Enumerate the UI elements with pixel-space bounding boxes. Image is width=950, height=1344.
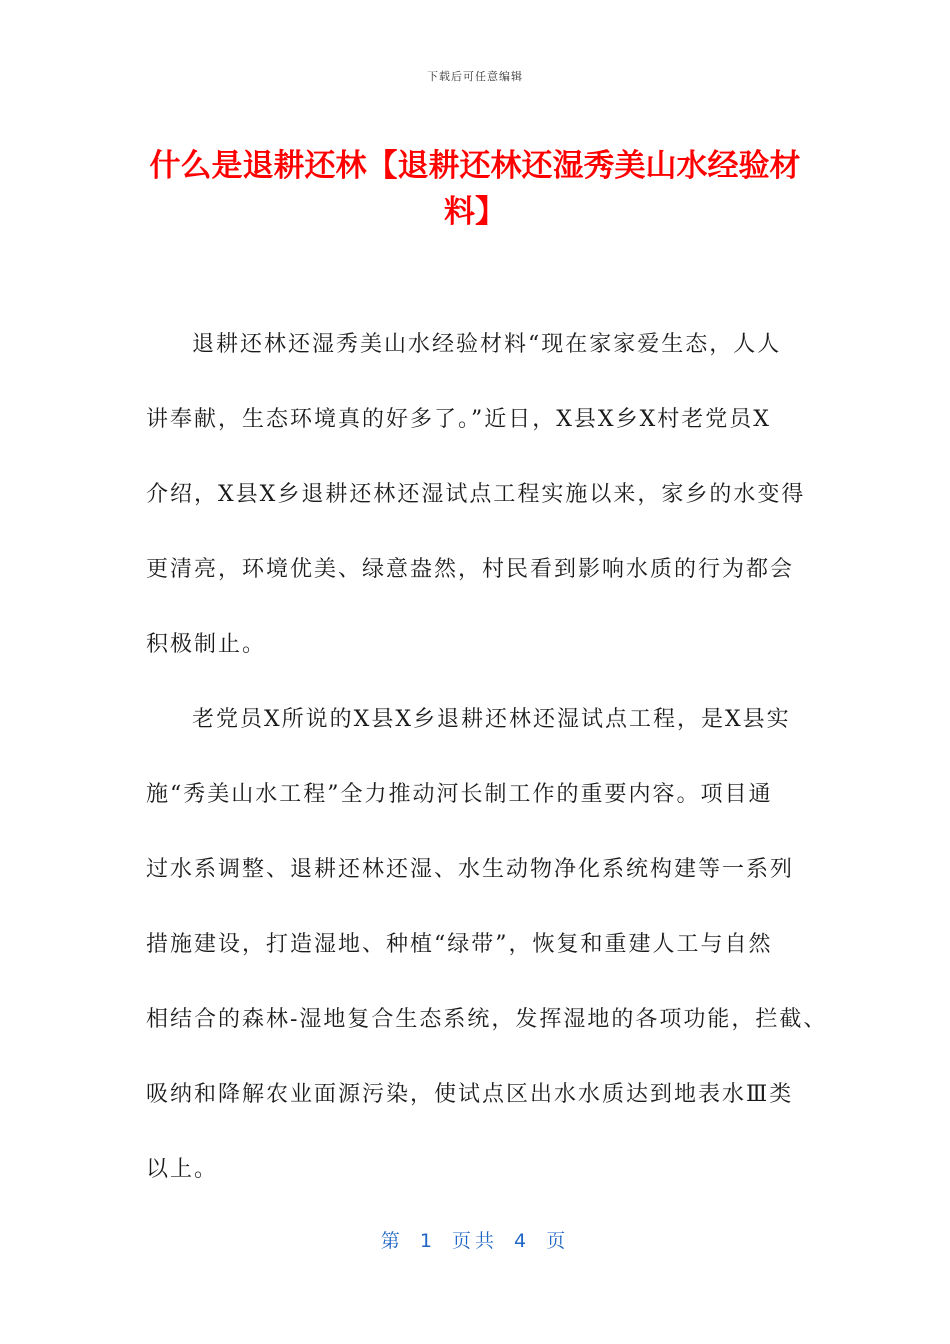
- body-line: 施“秀美山水工程”全力推动河长制工作的重要内容。项目通: [146, 782, 773, 807]
- body-line: 退耕还林还湿秀美山水经验材料“现在家家爱生态，人人: [192, 332, 782, 357]
- body-line: 积极制止。: [146, 632, 267, 657]
- total-label-prefix: 页共: [451, 1230, 498, 1252]
- body-line: 更清亮，环境优美、绿意盎然，村民看到影响水质的行为都会: [146, 557, 795, 582]
- header-note: 下载后可任意编辑: [427, 70, 523, 83]
- body-line: 介绍，X县X乡退耕还林还湿试点工程实施以来，家乡的水变得: [146, 482, 806, 507]
- page-number: 1: [419, 1230, 436, 1252]
- page-label: 第: [380, 1230, 404, 1252]
- body-line: 以上。: [146, 1157, 219, 1182]
- body-line: 措施建设，打造湿地、种植“绿带”，恢复和重建人工与自然: [146, 932, 773, 957]
- body-line: 讲奉献，生态环境真的好多了。”近日，X县X乡X村老党员X: [146, 407, 771, 432]
- total-pages: 4: [514, 1230, 531, 1252]
- document-body: [146, 326, 828, 1226]
- body-line: 吸纳和降解农业面源污染，使试点区出水水质达到地表水Ⅲ类: [146, 1082, 794, 1107]
- document-title: 什么是退耕还林【退耕还林还湿秀美山水经验材料】: [149, 148, 801, 230]
- body-line: 老党员X所说的X县X乡退耕还林还湿试点工程，是X县实: [192, 707, 791, 732]
- total-label-suffix: 页: [546, 1230, 570, 1252]
- body-line: 相结合的森林-湿地复合生态系统，发挥湿地的各项功能，拦截、: [146, 1007, 828, 1032]
- body-line: 过水系调整、退耕还林还湿、水生动物净化系统构建等一系列: [146, 857, 795, 882]
- page-footer: [0, 1226, 950, 1253]
